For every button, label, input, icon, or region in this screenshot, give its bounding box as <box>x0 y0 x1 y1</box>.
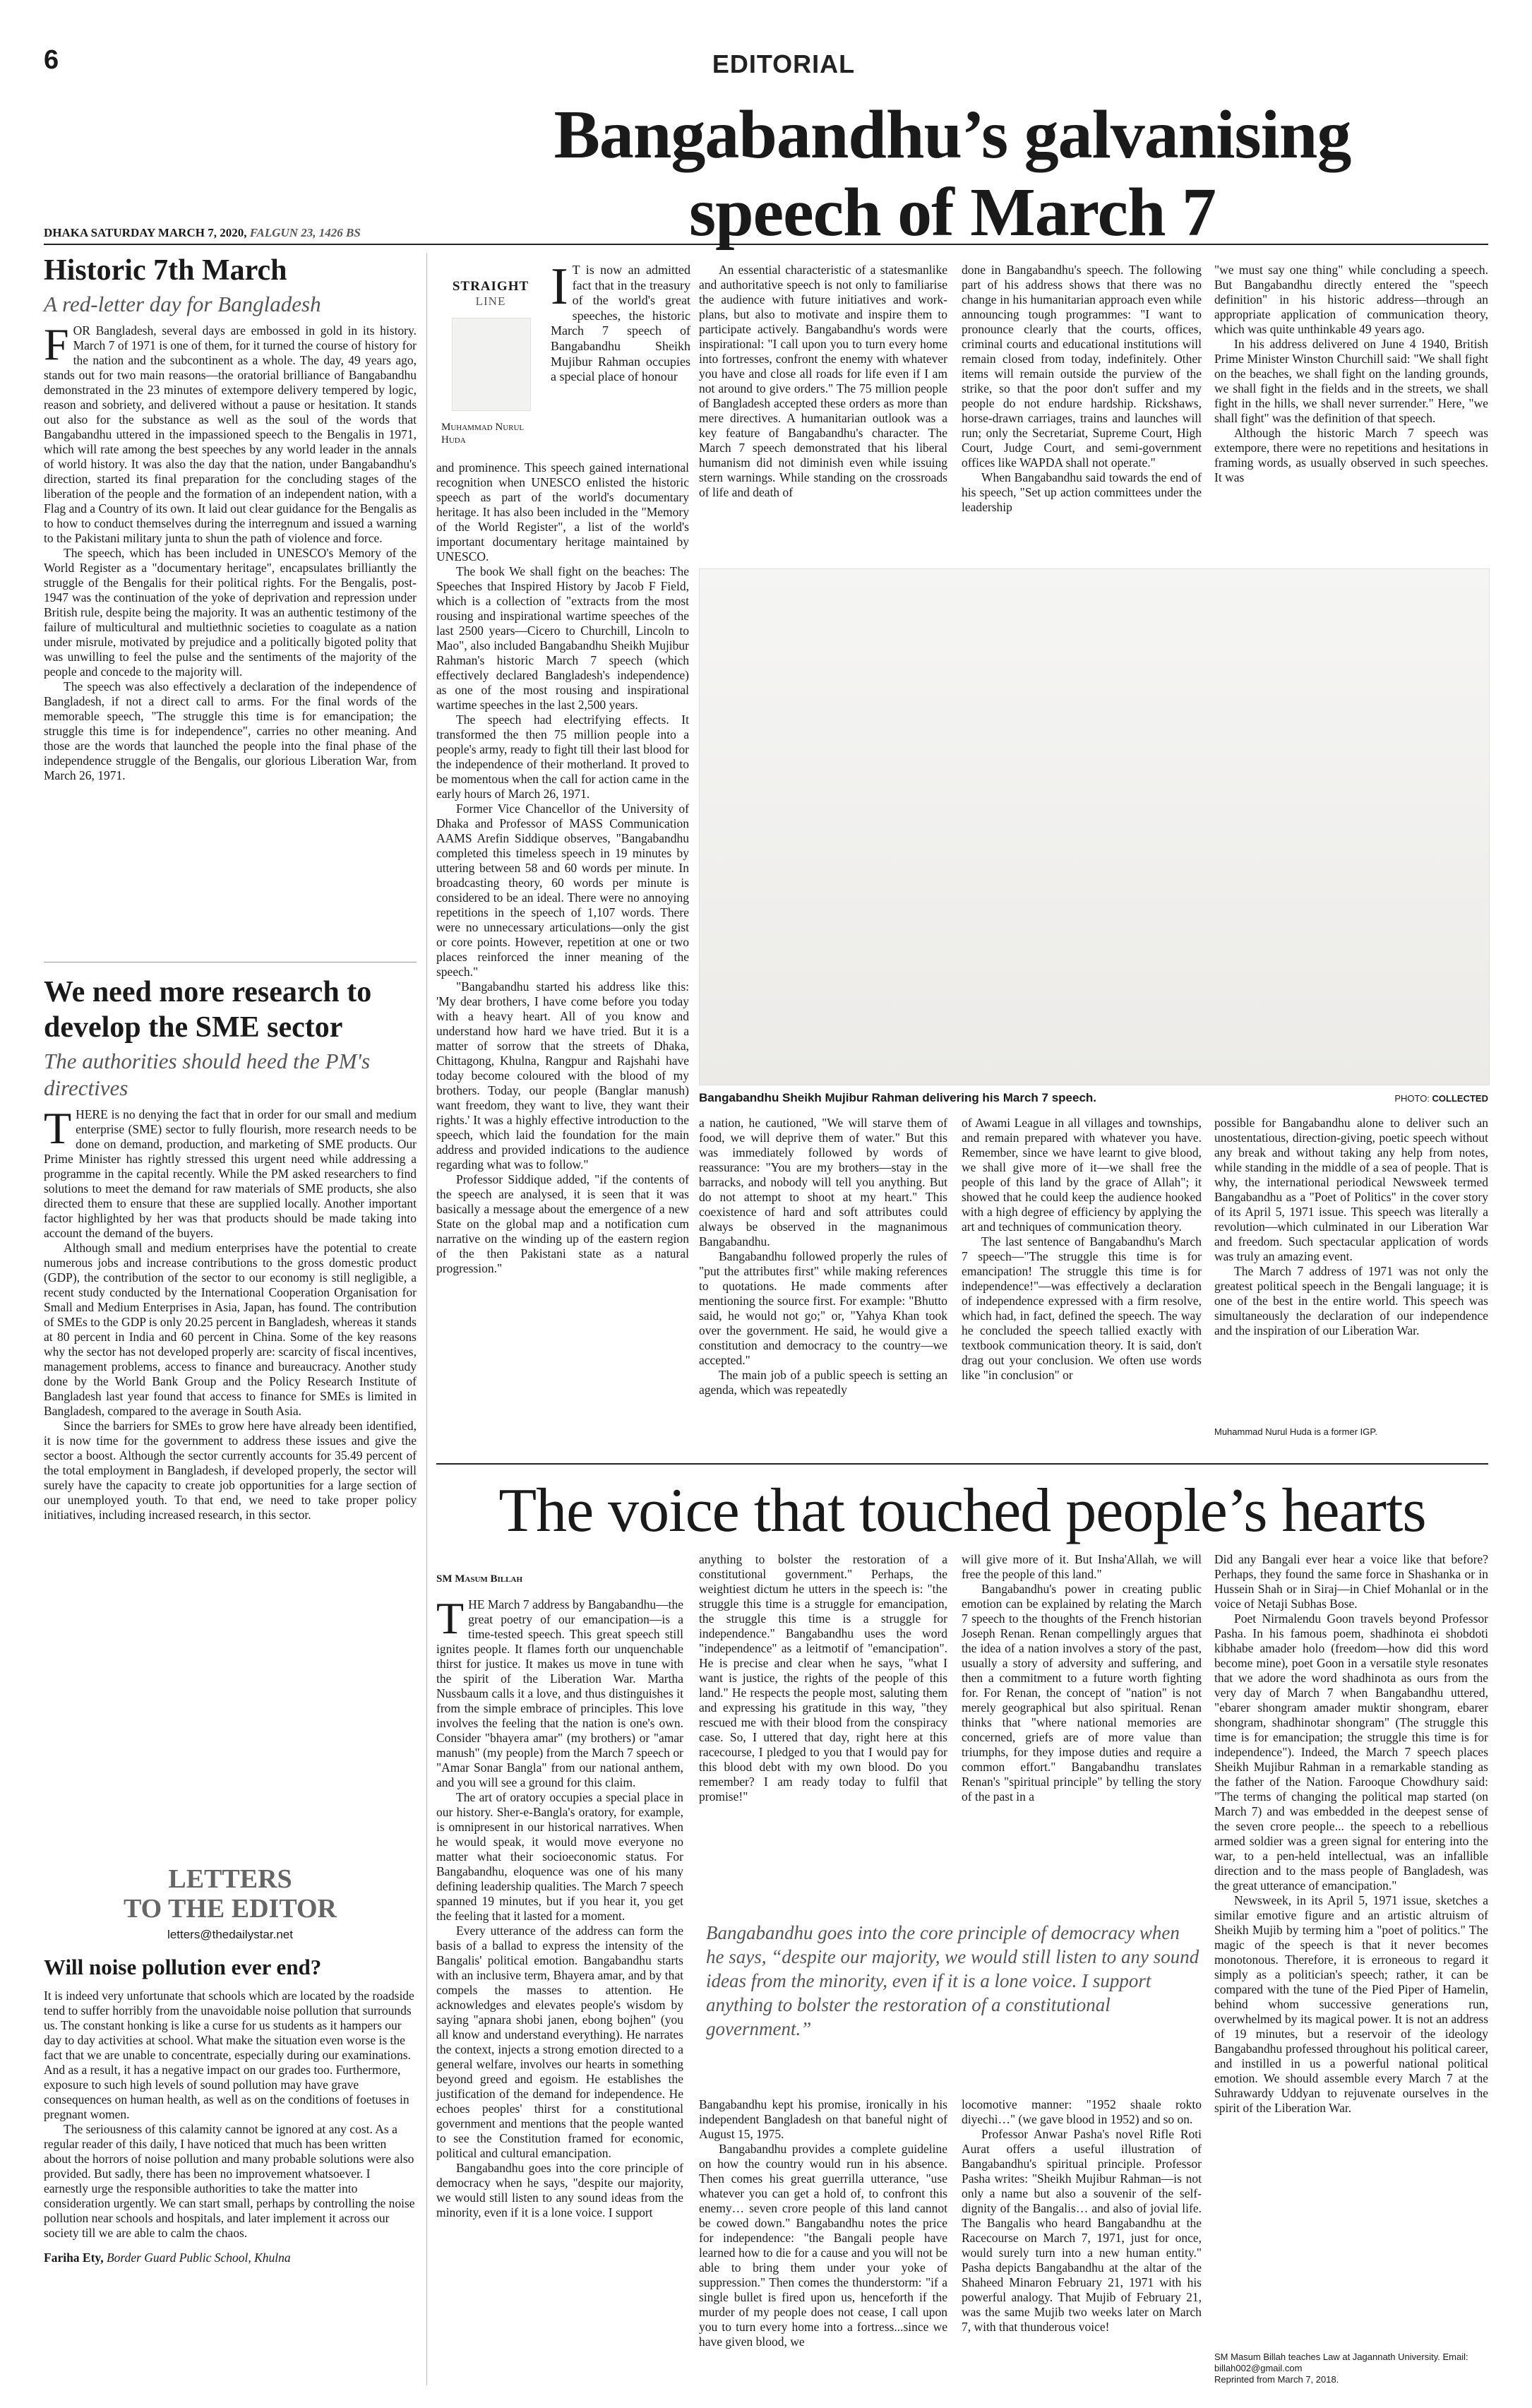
dateline-date: DHAKA SATURDAY MARCH 7, 2020, <box>44 226 247 239</box>
page-number: 6 <box>44 45 59 75</box>
column-label-line2: LINE <box>475 294 506 308</box>
column-divider <box>426 253 427 2385</box>
editorial-subtitle: The authorities should heed the PM's directives <box>44 1049 371 1100</box>
article2-col2: anything to bolster the restoration of a constitutional government." Perhaps, the weightiest dictum he utters in the speech is: "the struggle this time is a struggle for emancipation, the struggle this time is a struggle for independence." Bangabandhu uses the word "independence" as a leitmotif of "emancipation". He is precise and clear when he says, "what I want is justice, the rights of the people of this land." He respects the people most, saluting them and expressing his gratitude in this way, "they rescued me with their blood from the conspiracy case. So, I uttered that day, right here at this racecourse, I pledged to you that I would pay for this blood debt with my own blood. Do you remember? I am ready today to fulfil that promise!" <box>699 1552 947 1804</box>
article2-author-note <box>1214 2352 1488 2385</box>
drop-cap: T <box>44 1103 72 1153</box>
editorial-title: We need more research to develop the SME sector <box>44 976 372 1044</box>
letter-signature: Fariha Ety, Border Guard Public School, Khulna <box>44 2251 291 2265</box>
speech-photo <box>699 568 1490 1085</box>
article1-top-col3: done in Bangabandhu's speech. The following part of his address shows that there was no change in his humanitarian approach even while announcing tough programmes: "I want to pronounce clearly that the courts, offices, criminal courts and educational institutions will remain closed from today, indefinitely. Other items will remain outside the purview of the strike, so that the poor don't suffer and my people do not endure hardship. Rickshaws, horse-drawn carriages, trains and launches will run; only the Secretariat, Supreme Court, High Court, Judge Court, and semi-government offices like WAPDA shall not operate." When Bangabandhu said towards the end of his speech, "Set up action committees under the leadership <box>962 263 1202 514</box>
article2-bot-col2: Bangabandhu kept his promise, ironically in his independent Bangladesh on that baneful night of August 15, 1975. Bangabandhu provides a complete guideline on how the country would run in his absence. Then comes his great guerrilla utterance, "use whatever you can get a hold of, to confront this enemy… seven crore people of this land cannot be cowed down." Bangabandhu notes the price for independence: "the Bangali people have learned how to die for a cause and you will not be able to bring them under your yoke of suppression." Then comes the thunderstorm: "if a single bullet is fired upon us, henceforth if the murder of my people does not cease, I call upon you to turn every home into a fortress...since we have given blood, we <box>699 2097 947 2349</box>
main-headline-line1: Bangabandhu’s galvanising <box>553 97 1351 173</box>
editorial-body: THERE is no denying the fact that in order for our small and medium enterprise (SME) sector to fully flourish, more research needs to be done on demand, production, and marketing of SME products. Our Prime Minister has rightly stressed this urgent need while addressing a programme in the capital recently. While the PM asked researchers to find solutions to meet the demand for raw materials of SME products, she also directed them to ensure that these are supplied locally. Another important factor highlighted by her was that products should be made taking into account the demand of the buyers. Although small and medium enterprises have the potential to create numerous jobs and increase contributions to the gross domestic product (GDP), the contribution of the sector to our economy is still negligible, a recent study conducted by the International Cooperation Organisation for Small and Medium Enterprises in Asia, Japan, has found. The contribution of SMEs to the GDP is only 20.25 percent in Bangladesh, whereas it stands at 80 percent in India and 60 percent in China. Some of the key reasons why the sector has not developed properly are: scarcity of fiscal incentives, management problems, access to finance and bureaucracy. Another study done by the World Bank Group and the Policy Research Institute of Bangladesh last year found that access to finance for SMEs is limited in Bangladesh, compared to the average in South Asia. Since the barriers for SMEs to grow here have already been identified, it is now time for the government to address these issues and give the sector a boost. Although the sector currently accounts for 35.49 percent of the total employment in Bangladesh, if developed properly, the sector will surely have the capacity to create job opportunities for a large section of our unemployed youth. To that end, we need to take proper policy initiatives, including increased research, in this sector. <box>44 1103 417 1522</box>
column-label-line1: STRAIGHT <box>452 279 529 294</box>
editorial-sme <box>44 974 417 1522</box>
photo-caption: Bangabandhu Sheikh Mujibur Rahman delivering his March 7 speech. <box>699 1091 1097 1104</box>
photo-credit <box>1327 1093 1488 1104</box>
letters-email[interactable]: letters@thedailystar.net <box>167 1928 293 1941</box>
article1-bot-col4: possible for Bangabandhu alone to deliver such an unostentatious, direction-giving, poetic speech without any break and without taking any help from notes, while standing in the middle of a sea of people. That is why, the international periodical Newsweek termed Bangabandhu as a "Poet of Politics" in the cover story of its April 5, 1971 issue. This speech was literally a revolution—which culminated in our Liberation War and freedom. Such spectacular application of words was truly an amazing event. The March 7 address of 1971 was not only the greatest political speech in the Bengali language; it is one of the best in the entire world. This speech was simultaneously the declaration of our independence and the inspiration of our Liberation War. <box>1214 1116 1488 1337</box>
letters-heading-line1: LETTERS <box>168 1864 292 1894</box>
letters-section <box>44 1864 417 2265</box>
article1-bot-col2: a nation, he cautioned, "We will starve them of food, we will deprive them of water." But this was immediately followed by words of reassurance: "You are my brothers—stay in the barracks, and nobody will tell you anything. But do not attempt to shoot at my heart." This coexistence of hard and soft attributes could always be observed in the magnanimous Bangabandhu. Bangabandhu followed properly the rules of "put the attributes first" while making references to quotations. He made comments after mentioning the source first. For example: "Bhutto said, he would not go;" or, "Yahya Khan took over the government. He said, he would give a constitution and democracy to the country—we accepted." The main job of a public speech is setting an agenda, which was repeatedly <box>699 1116 947 1397</box>
drop-cap: F <box>44 319 69 369</box>
main-headline <box>417 96 1488 251</box>
dateline-bs: FALGUN 23, 1426 BS <box>249 226 361 239</box>
article1-top-col2: An essential characteristic of a statesmanlike and authoritative speech is not only to familiarise the audience with future initiatives and work-plans, but also to motivate and inspire them to participate actively. Bangabandhu's words were inspirational: "I call upon you to turn every home into fortresses, confront the enemy with whatever you have and close all roads for life even if I am not around to give orders." The 75 million people of Bangladesh accepted these orders as more than mere directives. A humanitarian outlook was a key feature of Bangabandhu's character. The March 7 speech demonstrated that his liberal humanism did not diminish even while issuing stern warnings. While standing on the crossroads of life and death of <box>699 263 947 499</box>
letters-heading-line2: TO THE EDITOR <box>123 1894 337 1924</box>
article1-intro: I T is now an admitted fact that in the treasury of the world's great speeches, the historic March 7 speech of Bangabandhu Sheikh Mujibur Rahman occupies a special place of honour <box>551 258 690 384</box>
article2-headline: The voice that touched people’s hearts <box>498 1477 1426 1545</box>
pull-quote: Bangabandhu goes into the core principle of democracy when he says, “despite our majority, we would still listen to any sound ideas from the minority, even if it is a lone voice. I support anything to bolster the restoration of a constitutional government.” <box>706 1922 1199 2039</box>
editorial-title: Historic 7th March <box>44 254 287 287</box>
article2-col1: THE March 7 address by Bangabandhu—the great poetry of our emancipation—is a time-tested speech. This great speech still ignites people. It flames forth our unquenchable thirst for justice. It makes us move in tune with the spirit of the Liberation War. Martha Nussbaum calls it a love, and thus distinguishes it from the simple embrace of principles. This love involves the feeling that the nation is one's own. Consider "bhayera amar" (my brothers) or "amar manush" (my people) from the March 7 speech or "Amar Sonar Bangla" from our national anthem, and you will see a ground for this claim. The art of oratory occupies a special place in our history. Sher-e-Bangla's oratory, for example, is omnipresent in our historical narratives. When he would speak, it would move everyone no matter what their socioeconomic status. For Bangabandhu, eloquence was one of his many defining leadership qualities. The March 7 speech spanned 19 minutes, but if you hear it, you get the feeling that it lasted for a moment. Every utterance of the address can form the basis of a ballad to express the intensity of the Bangalis' political emotion. Bangabandhu starts with an inclusive term, Bhayera amar, and by that compels the masses to attention. He acknowledges and elevates people's wisdom by saying "apnara shobi janen, ebong bojhen" (you all know and understand everything). He narrates the context, injects a strong emotion directed to a general welfare, involves our hearts in something beyond greed and egoism. He establishes the justification of the demand for independence. He echoes peoples' thirst for a constitutional government and mentions that the people wanted to see the Constitution framed for economic, political and cultural emancipation. Bangabandhu goes into the core principle of democracy when he says, "despite our majority, we would still listen to any sound ideas from the minority, even if it is a lone voice. I support <box>436 1593 683 2219</box>
editorial-body: FOR Bangladesh, several days are embossed in gold in its history. March 7 of 1971 is one of them, for it turned the course of history for the nation and the subcontinent as a whole. The day, 49 years ago, stands out for two main reasons—the oratorial brilliance of Bangabandhu demonstrated in the 23 minutes of extempore delivery tempered by logic, reason and sobriety, and delivered without a pause or hesitation. It stands out also for the substance as well as the soul of the words that Bangabandhu uttered in the impassioned speech to the Bengalis in 1971, which will rate among the best speeches by any world leader in the annals of world history. It was also the day that the nation, under Bangabandhu's direction, started its final preparation for the concluding stages of the liberation of the people and the formation of an independent nation, with a Flag and a Country of its own. It laid out clear guidance for the Bengalis as to how to conduct themselves during the interregnum and issued a warning to the Pakistani military junta to shun the path of violence and force. The speech, which has been included in UNESCO's Memory of the World Register as a "documentary heritage", encapsulates brilliantly the struggle of the Bengalis for their political rights. For the Bengalis, post-1947 was the continuation of the yoke of deprivation and repression under British rule, despite being the majority. It was an authentic testimony of the failure of multicultural and multiethnic societies to coagulate as a nation under misrule, motivated by prejudice and a politically bigoted polity that was unwilling to feel the pulse and the sentiments of the majority of the people and concede to the majority will. The speech was also effectively a declaration of the independence of Bangladesh, if not a direct call to arms. For the final words of the memorable speech, "The struggle this time is for emancipation; the struggle this time is for independence", carries no other meaning. And those are the words that launched the people into the final phase of the independence struggle of the Bengalis, our glorious Liberation War, from March 26, 1971. <box>44 319 417 782</box>
drop-cap: T <box>436 1593 465 1643</box>
author-byline: Muhammad Nurul Huda <box>441 422 525 446</box>
article2-col4: Did any Bangali ever hear a voice like that before? Perhaps, they found the same force in Shashanka or in Hussein Shah or in Siraj—in Chief Mohanlal or in the voice of Netaji Subhas Bose. Poet Nirmalendu Goon travels beyond Professor Pasha. In his famous poem, shadhinota ei shobdoti kibhabe amader holo (freedom—how did this word become mine), poet Goon in a versatile style resonates that we adore the word shadhinota as ours from the very day of March 7 when Bangabandhu uttered, "ebarer shongram amader muktir shongram, ebarer shongram, shadhinotar shongram" (The struggle this time is for emancipation; the struggle this time is for independence"). Indeed, the March 7 speech places Sheikh Mujibur Rahman in a remarkable standing as the father of the Nation. Farooque Chowdhury said: "The terms of changing the political map started (on March 7) and was embedded in the deepest sense of the seven crore people... the speech to a rebellious armed soldier was a green signal for entering into the war, to a pen-held intellectual, was an infallible direction and to the mass people of Bangladesh, was the great utterance of emancipation." Newsweek, in its April 5, 1971 issue, sketches a similar emotive figure and an artistic altruism of Sheikh Mujib by terming him a "poet of politics." The magic of the speech is that it never becomes monotonous. Therefore, it is erroneous to regard it simply as a politician's speech; rather, it can be compared with the tune of the Pied Piper of Hamelin, behind whom successive generations run, overwhelmed by its magical power. It is not an address of 19 minutes, but a reservoir of the ideology Bangabandhu professed throughout his political career, and instilled in us a powerful national political emotion. We should assemble every March 7 at the Suhrawardy Uddyan to rejuvenate ourselves in the spirit of the Liberation War. <box>1214 1552 1488 2115</box>
article-divider <box>436 1463 1488 1465</box>
letter-title: Will noise pollution ever end? <box>44 1955 322 1979</box>
letter-body: It is indeed very unfortunate that schools which are located by the roadside tend to suffer horribly from the unavoidable noise pollution that surrounds us. The constant honking is like a curse for us students as it hampers our day to day activities at school. What make the situation even worse is the fact that we are unable to concentrate, especially during our examinations. And as a result, it has a negative impact on our grades too. Furthermore, exposure to such high levels of sound pollution may have grave consequences on human health, as well as on the conditions of foetuses in pregnant women. The seriousness of this calamity cannot be ignored at any cost. As a regular reader of this daily, I have noticed that much has been written about the horrors of noise pollution and many probable solutions were also provided. But sadly, there has been no improvement whatsoever. I earnestly urge the responsible authorities to take the matter into consideration urgently. We can start small, perhaps by controlling the noise pollution near schools and hospitals, and later implement it across our society till we are able to calm the chaos. <box>44 1989 415 2240</box>
author-note-line2: Reprinted from March 7, 2018. <box>1214 2374 1339 2385</box>
main-headline-line2: speech of March 7 <box>689 174 1216 251</box>
section-label: EDITORIAL <box>712 49 856 78</box>
author-photo <box>452 318 531 411</box>
photo-credit-value: COLLECTED <box>1432 1093 1488 1104</box>
letters-heading <box>44 1864 417 1924</box>
article1-bot-col3: of Awami League in all villages and townships, and remain prepared with whatever you have. Remember, since we have learnt to give blood, we shall give more of it—we shall free the people of this land by the grace of Allah"; it showed that he could keep the audience hooked with a high degree of efficiency by applying the art and techniques of communication theory. The last sentence of Bangabandhu's March 7 speech—"The struggle this time is for emancipation! The struggle this time is for independence!"—was effectively a declaration of independence expressed with a firm resolve, which had, in fact, defined the speech. The way he concluded the speech tallied exactly with textbook communication theory. It is said, don't drag out your conclusion. We often use words like "in conclusion" or <box>962 1116 1202 1382</box>
photo-credit-label: PHOTO: <box>1394 1093 1430 1104</box>
article1-col1: and prominence. This speech gained international recognition when UNESCO enlisted the historic speech as part of the world's documentary heritage. It has also been included in the "Memory of the World Register", a list of the world's important documentary heritage maintained by UNESCO. The book We shall fight on the beaches: The Speeches that Inspired History by Jacob F Field, which is a collection of "extracts from the most rousing and inspirational wartime speeches of the last 2500 years—Cicero to Churchill, Lincoln to Mao", also included Bangabandhu Sheikh Mujibur Rahman's historic March 7 speech (which effectively declared Bangladesh's independence) as one of the most rousing and inspirational wartime speeches in the last 2,500 years. The speech had electrifying effects. It transformed the then 75 million people into a people's army, ready to fight till their last blood for the independence of their motherland. It proved to be momentous when the call for action came in the early hours of March 26, 1971. Former Vice Chancellor of the University of Dhaka and Professor of MASS Communication AAMS Arefin Siddique observes, "Bangabandhu completed this timeless speech in 19 minutes by uttering between 58 and 60 words per minute. In broadcasting theory, 60 words per minute is considered to be an ideal. There were no annoying repetitions in the speech of 1,107 words. There were no unnecessary articulations—only the gist or core points. However, repetition at one or two places reinforced the inner meaning of the speech." "Bangabandhu started his address like this: 'My dear brothers, I have come before you today with a heavy heart. All of you know and understand how hard we have tried. But it is a matter of sorrow that the streets of Dhaka, Chittagong, Khulna, Rangpur and Rajshahi have today become coloured with the blood of my brothers. Today, our people (Banglar manush) want freedom, they want to live, they want their rights.' It was a highly effective introduction to the speech, which laid the foundation for the main address and provided indications to the audience regarding what was to follow." Professor Siddique added, "if the contents of the speech are analysed, it is seen that it was basically a message about the emergence of a new State on the global map and a notification cum narrative on the winding up of the eastern region of the then Pakistani state as a natural progression." <box>436 460 689 1275</box>
article1-top-col4: "we must say one thing" while concluding a speech. But Bangabandhu directly entered the "speech definition" in his historic address—through an appropriate application of communication theory, which was quite unthinkable 49 years ago. In his address delivered on June 4 1940, British Prime Minister Winston Churchill said: "We shall fight on the beaches, we shall fight on the landing grounds, we shall fight in the fields and in the streets, we shall fight in the hills, we shall never surrender." Here, "we shall fight" was the definition of that speech. Although the historic March 7 speech was extempore, there were no repetitions and hesitations in framing words, as usually observed in such speeches. It was <box>1214 263 1488 484</box>
editorial-subtitle: A red-letter day for Bangladesh <box>44 292 321 316</box>
dateline <box>44 226 361 240</box>
author-note-line1: SM Masum Billah teaches Law at Jagannath University. Email: billah002@gmail.com <box>1214 2352 1468 2373</box>
article2-author: SM Masum Billah <box>436 1573 523 1585</box>
article2-bot-col3: locomotive manner: "1952 shaale rokto diyechi…" (we gave blood in 1952) and so on. Professor Anwar Pasha's novel Rifle Roti Aurat offers a useful illustration of Bangabandhu's spiritual principle. Professor Pasha writes: "Sheikh Mujibur Rahman—is not only a name but also a souvenir of the self-dignity of the Bangalis… and also of jovial life. The Bangalis who heard Bangabandhu at the Racecourse on March 7, 1971, just for once, would surely turn into a new human entity." Pasha depicts Bangabandhu at the altar of the Shaheed Minaron February 21, 1971 with his powerful analogy. That Mujib of February 21, was the same Mujib two weeks later on March 7, with that thunderous voice! <box>962 2097 1202 2334</box>
column-label <box>441 279 540 309</box>
editorial-historic-march <box>44 253 417 783</box>
drop-cap: I <box>551 258 568 316</box>
author-note: Muhammad Nurul Huda is a former IGP. <box>1214 1426 1377 1437</box>
article2-col3: will give more of it. But Insha'Allah, we will free the people of this land." Bangabandhu's power in creating public emotion can be explained by relating the March 7 speech to the thoughts of the French historian Joseph Renan. Renan compellingly argues that the idea of a nation involves a story of the past, usually a story of adversity and suffering, and then a commitment to a future worth fighting for. For Renan, the concept of "nation" is not merely geographical but also spiritual. Renan thinks that "where national memories are concerned, griefs are of more value than triumphs, for they impose duties and require a common effort." Bangabandhu translates Renan's "spiritual principle" by telling the story of the past in a <box>962 1552 1202 1804</box>
